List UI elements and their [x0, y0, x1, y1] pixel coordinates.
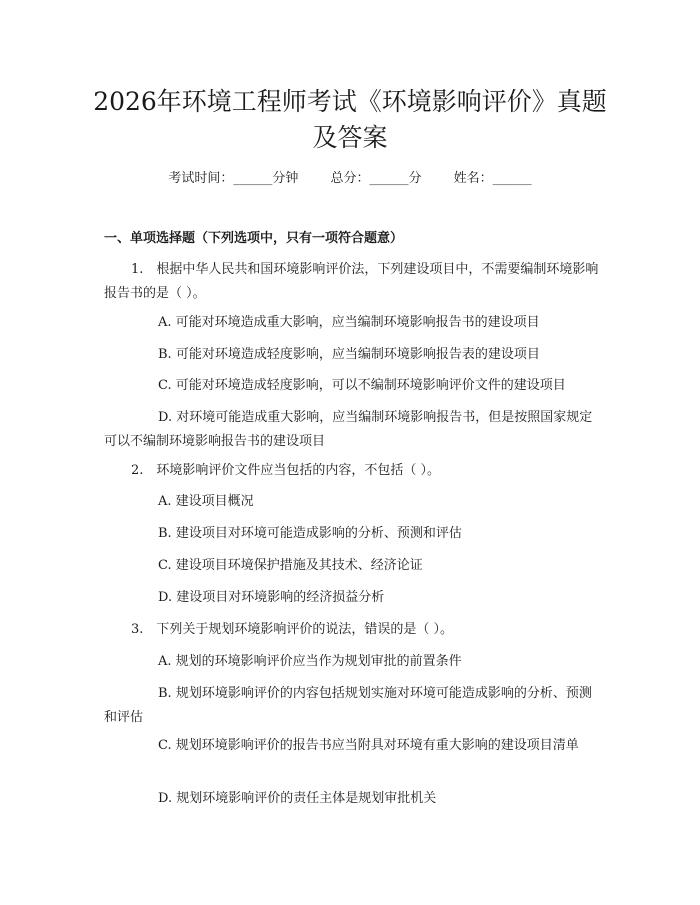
- name-field: 姓名：______: [453, 171, 532, 186]
- question-3-option-d: D. 规划环境影响评价的责任主体是规划审批机关: [158, 791, 437, 806]
- question-1-option-c: C. 可能对环境造成轻度影响，可以不编制环境影响评价文件的建设项目: [158, 378, 566, 393]
- question-3-option-c: C. 规划环境影响评价的报告书应当附具对环境有重大影响的建设项目清单: [158, 738, 579, 753]
- question-1-option-d: D. 对环境可能造成重大影响，应当编制环境影响报告书，但是按照国家规定可以不编制环境影响报告书的建设项目: [104, 410, 593, 449]
- question-2-option-a: A. 建设项目概况: [158, 494, 254, 509]
- question-3-option-b: B. 规划环境影响评价的内容包括规划实施对环境可能造成影响的分析、预测和评估: [104, 686, 592, 725]
- question-2-option-b: B. 建设项目对环境可能造成影响的分析、预测和评估: [158, 526, 462, 541]
- exam-time-field: 考试时间：______分钟: [168, 171, 299, 186]
- question-3-option-a: A. 规划的环境影响评价应当作为规划审批的前置条件: [158, 654, 462, 669]
- total-score-field: 总分：______分: [330, 171, 422, 186]
- question-3: 3. 下列关于规划环境影响评价的说法，错误的是（ ）。: [131, 622, 454, 637]
- question-1-option-b: B. 可能对环境造成轻度影响，应当编制环境影响报告表的建设项目: [158, 347, 540, 362]
- document-title: 2026年环境工程师考试《环境影响评价》真题及答案: [93, 87, 607, 152]
- question-2: 2. 环境影响评价文件应当包括的内容，不包括（ ）。: [131, 463, 441, 478]
- question-1-option-a: A. 可能对环境造成重大影响，应当编制环境影响报告书的建设项目: [158, 315, 540, 330]
- question-2-option-c: C. 建设项目环境保护措施及其技术、经济论证: [158, 558, 423, 573]
- exam-info-line: [100, 170, 600, 188]
- question-2-option-d: D. 建设项目对环境影响的经济损益分析: [158, 590, 385, 605]
- question-1: 1. 根据中华人民共和国环境影响评价法，下列建设项目中，不需要编制环境影响报告书的是（ ）。: [104, 262, 599, 301]
- section-heading: 一、单项选择题（下列选项中，只有一项符合题意）: [104, 231, 404, 246]
